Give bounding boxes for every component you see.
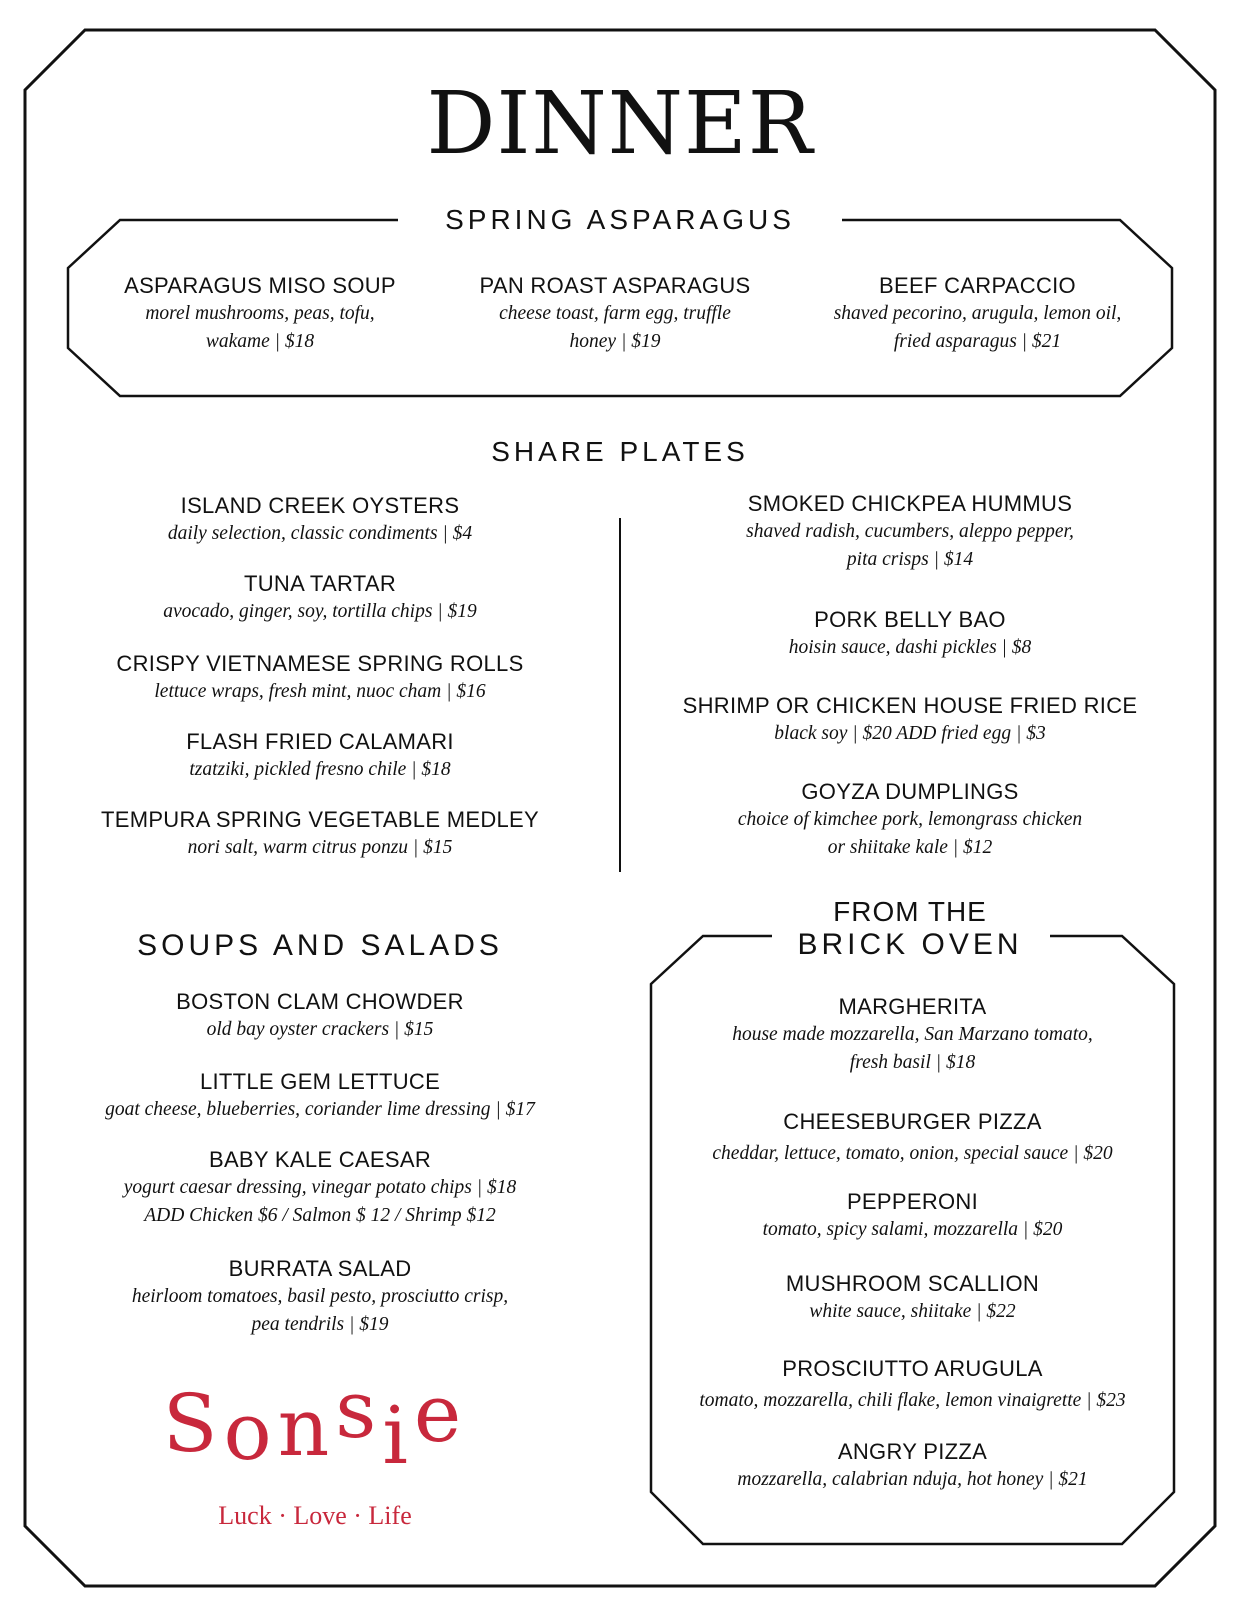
item-name: BABY KALE CAESAR — [208, 1147, 432, 1172]
item-desc: tzatziki, pickled fresno chile | $18 — [189, 759, 451, 780]
item-name: TUNA TARTAR — [243, 571, 397, 596]
share-item — [650, 692, 1170, 748]
brick-item — [660, 1438, 1165, 1494]
brick-item — [660, 1188, 1165, 1244]
item-name: SHRIMP OR CHICKEN HOUSE FRIED RICE — [682, 693, 1138, 718]
logo-wordmark: Sonsie — [162, 1363, 468, 1482]
item-desc: white sauce, shiitake | $22 — [809, 1301, 1016, 1322]
share-item — [60, 728, 580, 784]
soups-item — [60, 1146, 580, 1230]
item-name: ANGRY PIZZA — [837, 1439, 988, 1464]
share-item — [650, 778, 1170, 862]
item-desc: tomato, spicy salami, mozzarella | $20 — [762, 1219, 1063, 1240]
item-name: BEEF CARPACCIO — [879, 273, 1076, 298]
item-desc: house made mozzarella, San Marzano tomato, — [732, 1024, 1093, 1045]
soups-item — [60, 1068, 580, 1124]
item-desc: cheddar, lettuce, tomato, onion, special sauce | $20 — [712, 1143, 1113, 1164]
spring-item — [85, 272, 435, 356]
item-desc: shaved pecorino, arugula, lemon oil, — [833, 303, 1122, 324]
soups-heading: SOUPS AND SALADS — [137, 929, 503, 962]
sonsie-logo — [130, 1363, 500, 1482]
item-desc: yogurt caesar dressing, vinegar potato chips | $18 — [123, 1177, 517, 1198]
item-desc: choice of kimchee pork, lemongrass chicken — [737, 809, 1083, 830]
item-desc: fresh basil | $18 — [849, 1052, 976, 1073]
item-desc: fried asparagus | $21 — [893, 331, 1062, 352]
spring-item — [440, 272, 790, 356]
item-name: PORK BELLY BAO — [814, 607, 1006, 632]
share-item — [60, 492, 580, 548]
spring-item — [795, 272, 1160, 356]
item-desc: old bay oyster crackers | $15 — [206, 1019, 434, 1040]
item-name: BOSTON CLAM CHOWDER — [176, 989, 464, 1014]
item-desc: pea tendrils | $19 — [251, 1314, 389, 1335]
soups-item — [60, 1255, 580, 1339]
item-name: ISLAND CREEK OYSTERS — [180, 493, 460, 518]
item-name: LITTLE GEM LETTUCE — [199, 1069, 441, 1094]
spring-heading: SPRING ASPARAGUS — [445, 204, 795, 235]
item-name: TEMPURA SPRING VEGETABLE MEDLEY — [101, 807, 539, 832]
brick-item — [660, 993, 1165, 1077]
item-name: FLASH FRIED CALAMARI — [186, 729, 454, 754]
brick-item — [660, 1270, 1165, 1326]
item-name: ASPARAGUS MISO SOUP — [124, 273, 396, 298]
share-item — [60, 650, 580, 706]
item-name: CRISPY VIETNAMESE SPRING ROLLS — [116, 651, 524, 676]
item-desc: avocado, ginger, soy, tortilla chips | $19 — [163, 601, 477, 622]
item-name: MARGHERITA — [838, 994, 987, 1019]
brick-heading-2: BRICK OVEN — [797, 928, 1023, 961]
share-heading: SHARE PLATES — [491, 436, 749, 467]
item-name: MUSHROOM SCALLION — [785, 1271, 1040, 1296]
item-desc: pita crisps | $14 — [846, 549, 974, 570]
item-name: PROSCIUTTO ARUGULA — [782, 1356, 1043, 1381]
page-title: DINNER — [426, 74, 814, 174]
share-item — [650, 606, 1170, 662]
brick-heading-1: FROM THE — [833, 896, 987, 927]
item-desc: mozzarella, calabrian nduja, hot honey | $21 — [737, 1469, 1088, 1490]
item-desc: nori salt, warm citrus ponzu | $15 — [187, 837, 453, 858]
item-desc: ADD Chicken $6 / Salmon $ 12 / Shrimp $12 — [144, 1205, 496, 1226]
item-name: GOYZA DUMPLINGS — [801, 779, 1019, 804]
item-desc: morel mushrooms, peas, tofu, — [145, 303, 375, 324]
share-item — [650, 490, 1170, 574]
item-desc: honey | $19 — [569, 331, 661, 352]
brick-item — [660, 1355, 1165, 1415]
item-desc: hoisin sauce, dashi pickles | $8 — [788, 637, 1032, 658]
soups-item — [60, 988, 580, 1044]
share-item — [60, 570, 580, 626]
item-name: SMOKED CHICKPEA HUMMUS — [747, 491, 1073, 516]
item-desc: heirloom tomatoes, basil pesto, prosciutto crisp, — [131, 1286, 509, 1307]
logo-tagline: Luck · Love · Life — [218, 1501, 412, 1530]
item-desc: or shiitake kale | $12 — [827, 837, 993, 858]
item-name: BURRATA SALAD — [228, 1256, 412, 1281]
item-desc: cheese toast, farm egg, truffle — [499, 303, 731, 324]
item-desc: tomato, mozzarella, chili flake, lemon vinaigrette | $23 — [699, 1390, 1126, 1411]
item-desc: black soy | $20 ADD fried egg | $3 — [774, 723, 1046, 744]
item-desc: shaved radish, cucumbers, aleppo pepper, — [746, 521, 1074, 542]
item-name: PAN ROAST ASPARAGUS — [479, 273, 751, 298]
item-desc: lettuce wraps, fresh mint, nuoc cham | $16 — [154, 681, 486, 702]
item-name: CHEESEBURGER PIZZA — [783, 1109, 1042, 1134]
share-item — [60, 806, 580, 862]
item-desc: goat cheese, blueberries, coriander lime dressing | $17 — [105, 1099, 535, 1120]
brick-item — [660, 1108, 1165, 1168]
item-desc: daily selection, classic condiments | $4 — [167, 523, 473, 544]
item-desc: wakame | $18 — [205, 331, 315, 352]
item-name: PEPPERONI — [846, 1189, 979, 1214]
